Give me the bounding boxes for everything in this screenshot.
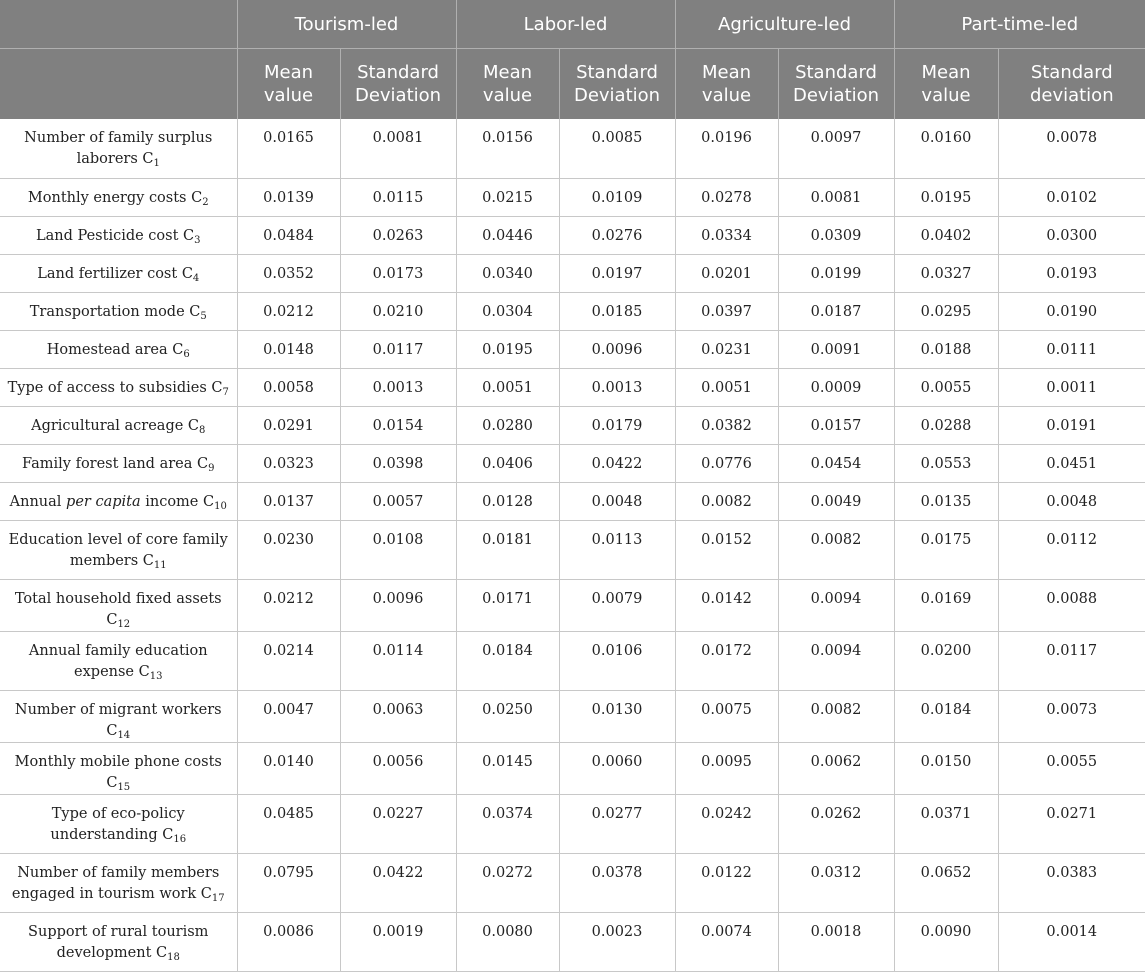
std-deviation-cell: 0.0271 [998,794,1145,853]
indicator-label [0,368,237,406]
mean-value-cell: 0.0156 [456,119,559,178]
indicator-label [0,690,237,742]
indicator-subscript: 3 [194,234,201,246]
indicator-subscript: 9 [208,462,215,474]
std-deviation-cell: 0.0094 [778,579,894,631]
mean-value-cell: 0.0402 [894,216,998,254]
mean-value-cell: 0.0795 [237,853,340,912]
mean-value-cell: 0.0139 [237,178,340,216]
std-deviation-cell: 0.0112 [998,520,1145,579]
std-deviation-cell: 0.0096 [340,579,456,631]
std-deviation-cell: 0.0117 [340,330,456,368]
std-deviation-cell: 0.0422 [559,444,675,482]
mean-value-cell: 0.0135 [894,482,998,520]
std-deviation-cell: 0.0109 [559,178,675,216]
indicator-subscript: 2 [202,196,209,208]
indicator-label [0,853,237,912]
std-deviation-cell: 0.0011 [998,368,1145,406]
indicator-label [0,794,237,853]
table-row [0,579,1145,631]
mean-value-cell: 0.0122 [675,853,778,912]
indicator-label [0,520,237,579]
mean-value-cell: 0.0278 [675,178,778,216]
mean-value-cell: 0.0485 [237,794,340,853]
std-deviation-cell: 0.0094 [778,631,894,690]
table-row [0,254,1145,292]
indicator-label [0,119,237,178]
mean-value-cell: 0.0184 [456,631,559,690]
indicator-subscript: 6 [183,348,190,360]
std-deviation-cell: 0.0277 [559,794,675,853]
mean-value-cell: 0.0288 [894,406,998,444]
group-header-agriculture: Agriculture-led [675,0,894,49]
std-deviation-cell: 0.0187 [778,292,894,330]
std-deviation-cell: 0.0063 [340,690,456,742]
indicator-label-text: Transportation mode C [29,303,201,320]
std-deviation-cell: 0.0019 [340,912,456,971]
std-deviation-cell: 0.0454 [778,444,894,482]
std-deviation-cell: 0.0111 [998,330,1145,368]
mean-value-cell: 0.0150 [894,742,998,794]
std-deviation-cell: 0.0056 [340,742,456,794]
mean-value-cell: 0.0145 [456,742,559,794]
std-deviation-cell: 0.0073 [998,690,1145,742]
mean-value-cell: 0.0172 [675,631,778,690]
mean-value-cell: 0.0352 [237,254,340,292]
corner-cell-lower [0,49,237,120]
std-deviation-cell: 0.0082 [778,520,894,579]
subheader-mean: Mean value [675,49,778,120]
mean-value-cell: 0.0334 [675,216,778,254]
std-deviation-cell: 0.0173 [340,254,456,292]
indicator-label [0,292,237,330]
mean-value-cell: 0.0165 [237,119,340,178]
mean-value-cell: 0.0051 [456,368,559,406]
std-deviation-cell: 0.0276 [559,216,675,254]
indicator-label-text: Land fertilizer cost C [37,265,193,282]
std-deviation-cell: 0.0081 [340,119,456,178]
mean-value-cell: 0.0291 [237,406,340,444]
table-row [0,330,1145,368]
indicator-label-text: Homestead area C [46,341,184,358]
std-deviation-cell: 0.0263 [340,216,456,254]
std-deviation-cell: 0.0013 [340,368,456,406]
mean-value-cell: 0.0181 [456,520,559,579]
indicator-label [0,631,237,690]
table-row [0,119,1145,178]
std-deviation-cell: 0.0262 [778,794,894,853]
std-deviation-cell: 0.0154 [340,406,456,444]
mean-value-cell: 0.0201 [675,254,778,292]
mean-value-cell: 0.0397 [675,292,778,330]
indicator-label-text: Monthly energy costs C [27,189,203,206]
std-deviation-cell: 0.0190 [998,292,1145,330]
std-deviation-cell: 0.0422 [340,853,456,912]
mean-value-cell: 0.0090 [894,912,998,971]
mean-value-cell: 0.0214 [237,631,340,690]
std-deviation-cell: 0.0451 [998,444,1145,482]
std-deviation-cell: 0.0085 [559,119,675,178]
table-row [0,520,1145,579]
indicator-label-text: Land Pesticide cost C [35,227,195,244]
std-deviation-cell: 0.0096 [559,330,675,368]
std-deviation-cell: 0.0117 [998,631,1145,690]
std-deviation-cell: 0.0048 [998,482,1145,520]
table-row [0,178,1145,216]
table-row [0,444,1145,482]
indicator-label [0,178,237,216]
std-deviation-cell: 0.0082 [778,690,894,742]
table-row [0,482,1145,520]
indicator-subscript: 7 [222,386,229,398]
indicator-subscript: 4 [192,272,200,284]
mean-value-cell: 0.0169 [894,579,998,631]
indicator-label-text: Number of family surplus laborers C [24,130,213,167]
mean-value-cell: 0.0152 [675,520,778,579]
mean-value-cell: 0.0184 [894,690,998,742]
mean-value-cell: 0.0128 [456,482,559,520]
std-deviation-cell: 0.0130 [559,690,675,742]
mean-value-cell: 0.0374 [456,794,559,853]
mean-value-cell: 0.0231 [675,330,778,368]
table-row [0,292,1145,330]
std-deviation-cell: 0.0210 [340,292,456,330]
indicator-label [0,330,237,368]
group-header-tourism: Tourism-led [237,0,456,49]
table-row [0,794,1145,853]
indicator-label [0,444,237,482]
mean-value-cell: 0.0075 [675,690,778,742]
std-deviation-cell: 0.0300 [998,216,1145,254]
indicator-subscript: 15 [117,781,131,793]
indicator-subscript: 10 [214,500,227,512]
table-row [0,368,1145,406]
indicator-subscript: 8 [199,424,206,436]
std-deviation-cell: 0.0049 [778,482,894,520]
mean-value-cell: 0.0188 [894,330,998,368]
table-header [0,0,1145,119]
mean-value-cell: 0.0304 [456,292,559,330]
indicator-subscript: 1 [153,158,160,169]
std-deviation-cell: 0.0014 [998,912,1145,971]
subheader-mean: Mean value [237,49,340,120]
mean-value-cell: 0.0148 [237,330,340,368]
std-deviation-cell: 0.0060 [559,742,675,794]
indicator-label-text: Annual [9,493,67,510]
std-deviation-cell: 0.0191 [998,406,1145,444]
indicator-subscript: 13 [149,670,163,682]
subheader-mean: Mean value [894,49,998,120]
std-deviation-cell: 0.0091 [778,330,894,368]
std-deviation-cell: 0.0081 [778,178,894,216]
std-deviation-cell: 0.0009 [778,368,894,406]
indicator-subscript: 18 [167,951,180,963]
indicator-subscript: 16 [173,833,187,845]
mean-value-cell: 0.0242 [675,794,778,853]
std-deviation-cell: 0.0062 [778,742,894,794]
mean-value-cell: 0.0327 [894,254,998,292]
mean-value-cell: 0.0295 [894,292,998,330]
indicator-label [0,216,237,254]
mean-value-cell: 0.0058 [237,368,340,406]
mean-value-cell: 0.0160 [894,119,998,178]
group-header-part-time: Part-time-led [894,0,1145,49]
mean-value-cell: 0.0196 [675,119,778,178]
mean-value-cell: 0.0484 [237,216,340,254]
std-deviation-cell: 0.0157 [778,406,894,444]
std-deviation-cell: 0.0088 [998,579,1145,631]
table-row [0,690,1145,742]
indicator-label-text: Total household fixed assets C [14,590,222,628]
std-deviation-cell: 0.0309 [778,216,894,254]
indicator-label-text: Agricultural acreage C [31,417,200,434]
subheader-mean: Mean value [456,49,559,120]
std-deviation-cell: 0.0114 [340,631,456,690]
table-body [0,119,1145,971]
std-deviation-cell: 0.0013 [559,368,675,406]
mean-value-cell: 0.0175 [894,520,998,579]
mean-value-cell: 0.0140 [237,742,340,794]
std-deviation-cell: 0.0078 [998,119,1145,178]
table-row [0,912,1145,971]
indicator-subscript: 5 [200,310,207,322]
mean-value-cell: 0.0047 [237,690,340,742]
indicator-label-text: Number of family members engaged in tourism work C [11,864,220,902]
std-deviation-cell: 0.0097 [778,119,894,178]
std-deviation-cell: 0.0113 [559,520,675,579]
mean-value-cell: 0.0230 [237,520,340,579]
mean-value-cell: 0.0082 [675,482,778,520]
mean-value-cell: 0.0340 [456,254,559,292]
subheader-row [0,49,1145,120]
mean-value-cell: 0.0195 [894,178,998,216]
std-deviation-cell: 0.0398 [340,444,456,482]
indicator-label-text: Family forest land area C [22,455,209,472]
table-row [0,742,1145,794]
indicator-label-text: Annual family education expense C [28,642,208,680]
std-deviation-cell: 0.0227 [340,794,456,853]
indicator-label [0,742,237,794]
mean-value-cell: 0.0200 [894,631,998,690]
corner-cell [0,0,237,49]
table-row [0,216,1145,254]
std-deviation-cell: 0.0115 [340,178,456,216]
mean-value-cell: 0.0446 [456,216,559,254]
mean-value-cell: 0.0323 [237,444,340,482]
mean-value-cell: 0.0137 [237,482,340,520]
std-deviation-cell: 0.0185 [559,292,675,330]
std-deviation-cell: 0.0106 [559,631,675,690]
indicator-label-text-end: income C [140,493,215,510]
table-row [0,406,1145,444]
mean-value-cell: 0.0776 [675,444,778,482]
mean-value-cell: 0.0215 [456,178,559,216]
table-row [0,631,1145,690]
indicator-label-text: Type of eco-policy understanding C [50,805,185,843]
mean-value-cell: 0.0212 [237,292,340,330]
mean-value-cell: 0.0406 [456,444,559,482]
std-deviation-cell: 0.0018 [778,912,894,971]
indicator-label [0,406,237,444]
group-header-row [0,0,1145,49]
subheader-std: Standard deviation [998,49,1145,120]
std-deviation-cell: 0.0199 [778,254,894,292]
indicator-label-text: Education level of core family members C [8,531,228,569]
group-header-labor: Labor-led [456,0,675,49]
mean-value-cell: 0.0652 [894,853,998,912]
indicator-subscript: 11 [153,559,167,571]
std-deviation-cell: 0.0197 [559,254,675,292]
indicator-label [0,254,237,292]
std-deviation-cell: 0.0055 [998,742,1145,794]
indicator-label-text: Monthly mobile phone costs C [14,753,222,791]
indicator-subscript: 14 [117,729,131,741]
std-deviation-cell: 0.0312 [778,853,894,912]
mean-value-cell: 0.0171 [456,579,559,631]
indicator-label-text: Number of migrant workers C [14,701,222,739]
indicator-label [0,912,237,971]
std-deviation-cell: 0.0108 [340,520,456,579]
std-deviation-cell: 0.0023 [559,912,675,971]
mean-value-cell: 0.0086 [237,912,340,971]
mean-value-cell: 0.0095 [675,742,778,794]
std-deviation-cell: 0.0383 [998,853,1145,912]
mean-value-cell: 0.0212 [237,579,340,631]
indicator-label [0,579,237,631]
mean-value-cell: 0.0280 [456,406,559,444]
mean-value-cell: 0.0055 [894,368,998,406]
table-row [0,853,1145,912]
subheader-std: Standard Deviation [778,49,894,120]
mean-value-cell: 0.0051 [675,368,778,406]
indicator-subscript: 17 [211,892,225,904]
std-deviation-cell: 0.0378 [559,853,675,912]
indicator-label-text: Support of rural tourism development C [28,923,209,961]
indicator-subscript: 12 [117,618,131,630]
mean-value-cell: 0.0382 [675,406,778,444]
mean-value-cell: 0.0195 [456,330,559,368]
std-deviation-cell: 0.0079 [559,579,675,631]
subheader-std: Standard Deviation [559,49,675,120]
mean-value-cell: 0.0371 [894,794,998,853]
mean-value-cell: 0.0142 [675,579,778,631]
mean-value-cell: 0.0553 [894,444,998,482]
std-deviation-cell: 0.0048 [559,482,675,520]
mean-value-cell: 0.0272 [456,853,559,912]
subheader-std: Standard Deviation [340,49,456,120]
std-deviation-cell: 0.0193 [998,254,1145,292]
indicator-label-italic: per capita [66,493,141,510]
std-deviation-cell: 0.0179 [559,406,675,444]
mean-value-cell: 0.0074 [675,912,778,971]
indicator-label [0,482,237,520]
mean-value-cell: 0.0080 [456,912,559,971]
std-deviation-cell: 0.0102 [998,178,1145,216]
std-deviation-cell: 0.0057 [340,482,456,520]
mean-value-cell: 0.0250 [456,690,559,742]
indicator-label-text: Type of access to subsidies C [7,379,223,396]
